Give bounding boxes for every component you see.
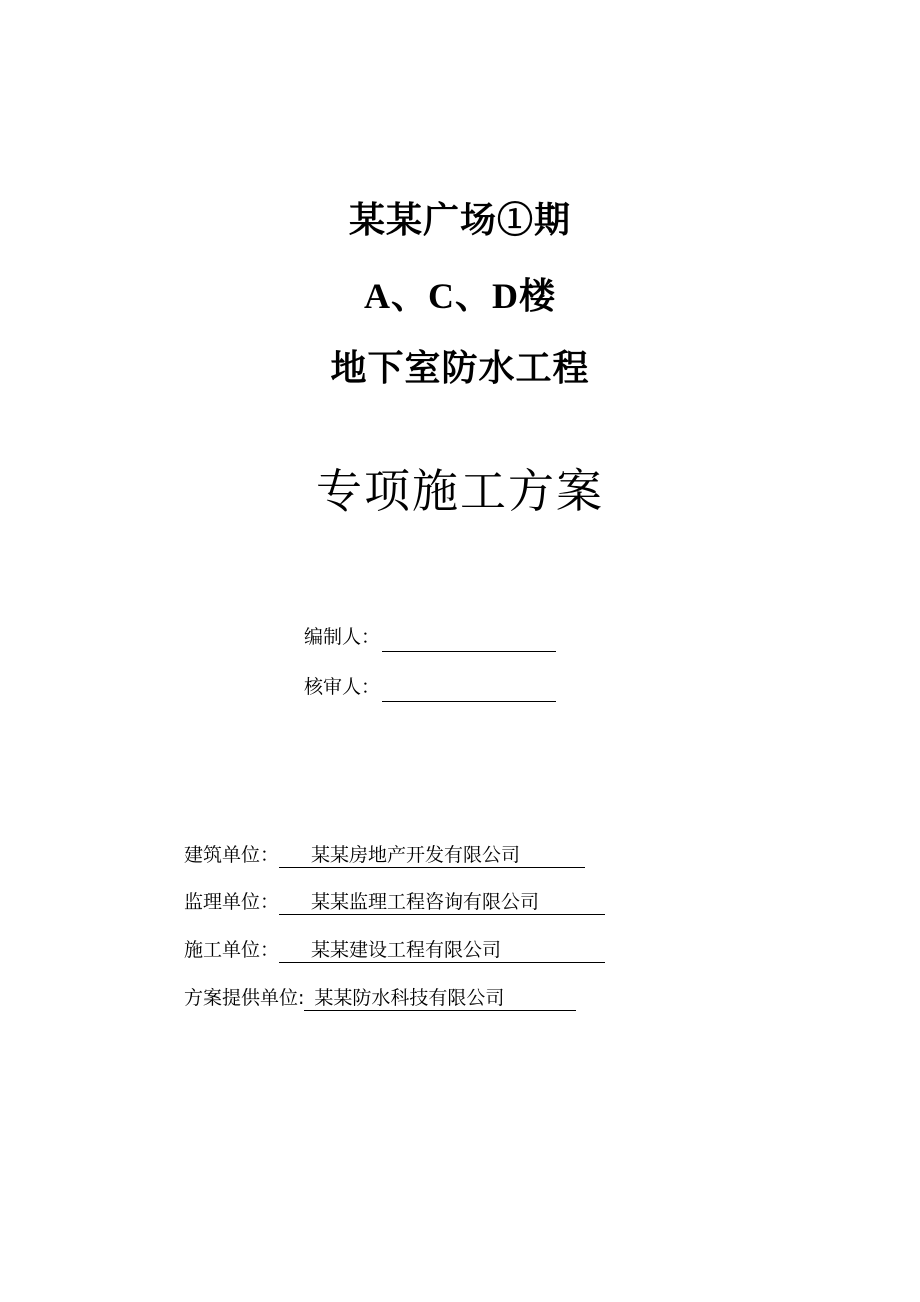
- editor-label: 编制人：: [304, 626, 381, 648]
- supervise-unit-value: 某某监理工程咨询有限公司: [279, 890, 605, 915]
- reviewer-signature-row: [304, 672, 556, 702]
- construct-unit-label: 施工单位：: [184, 939, 280, 961]
- reviewer-signature-line: [382, 680, 556, 702]
- project-title-line-2: A、C、D楼: [364, 276, 556, 316]
- build-unit-value: 某某房地产开发有限公司: [279, 843, 585, 868]
- construct-unit-row: [184, 935, 605, 965]
- supervise-unit-label: 监理单位：: [184, 891, 280, 913]
- reviewer-label: 核审人：: [304, 676, 381, 698]
- project-title-line-3: 地下室防水工程: [330, 347, 590, 389]
- supervise-unit-row: [184, 887, 605, 917]
- provider-unit-label: 方案提供单位:: [184, 987, 305, 1009]
- build-unit-row: [184, 840, 585, 870]
- project-title-line-1: 某某广场①期: [348, 199, 571, 241]
- provider-unit-row: [184, 983, 576, 1013]
- build-unit-label: 建筑单位：: [184, 844, 280, 866]
- editor-signature-line: [382, 630, 556, 652]
- document-main-title: 专项施工方案: [316, 464, 604, 518]
- construct-unit-value: 某某建设工程有限公司: [279, 938, 605, 963]
- provider-unit-value: 某某防水科技有限公司: [304, 986, 576, 1011]
- editor-signature-row: [304, 622, 556, 652]
